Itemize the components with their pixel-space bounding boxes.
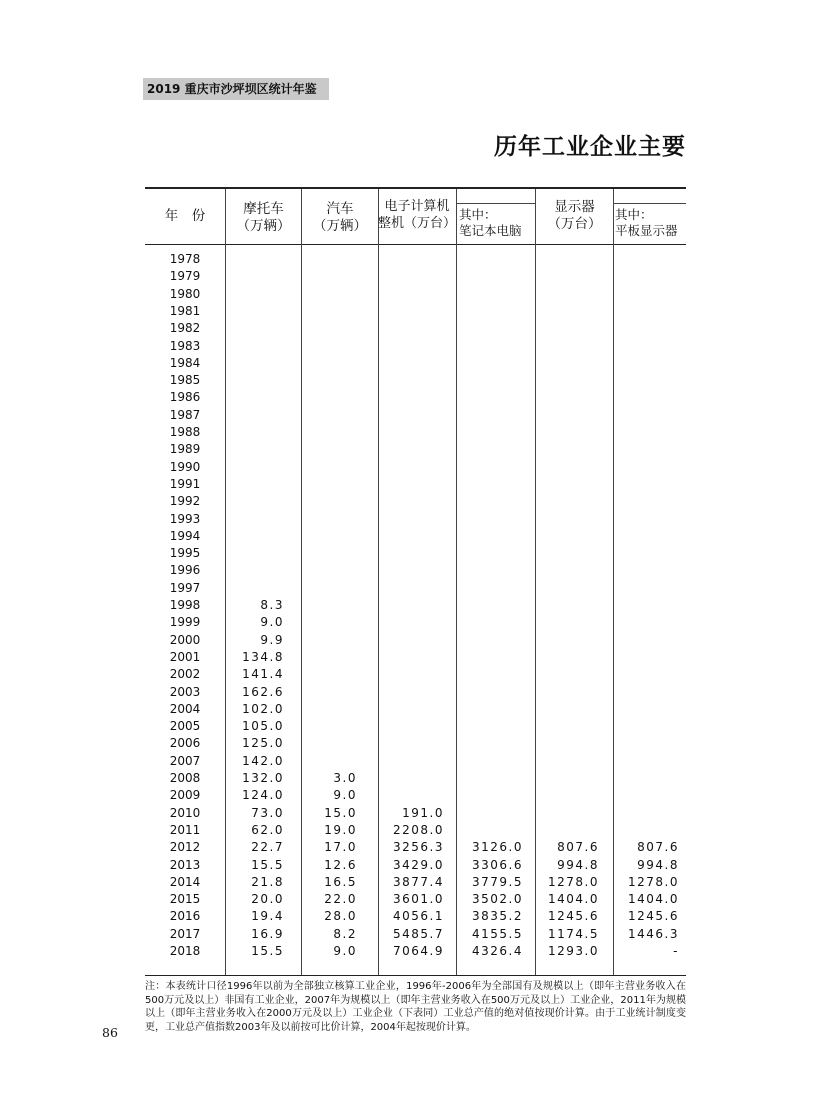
computer-cell: 3256.3	[393, 840, 444, 855]
laptop-cell: 3306.6	[472, 857, 523, 872]
computer-cell: 3601.0	[393, 892, 444, 907]
running-header: 2019 重庆市沙坪坝区统计年鉴	[143, 78, 329, 100]
motorcycle-cell: 102.0	[242, 701, 284, 716]
flat-panel-cell: -	[673, 944, 679, 958]
header-computer-name: 电子计算机	[384, 199, 450, 214]
computer-cell: 3429.0	[393, 857, 444, 872]
year-cell: 1998	[169, 598, 201, 612]
header-computer-unit: 整机（万台）	[378, 216, 457, 231]
motorcycle-cell: 132.0	[242, 771, 284, 785]
motorcycle-cell: 62.0	[251, 822, 284, 837]
motorcycle-cell: 21.8	[251, 874, 284, 889]
year-cell: 2004	[169, 701, 201, 716]
year-cell: 2013	[169, 857, 201, 872]
laptop-cell: 3126.0	[472, 840, 523, 855]
year-cell: 2007	[169, 753, 201, 768]
year-cell: 2009	[169, 788, 201, 803]
computer-cell: 3877.4	[393, 874, 444, 889]
display-cell: 1293.0	[548, 944, 599, 958]
computer-cell: 4056.1	[393, 909, 444, 924]
automobile-cell: 3.0	[333, 771, 357, 785]
header-flat-panel-prefix: 其中：	[615, 207, 653, 222]
automobile-cell: 15.0	[324, 805, 357, 820]
year-cell: 1990	[169, 459, 201, 474]
motorcycle-cell: 20.0	[251, 892, 284, 907]
year-cell: 1988	[169, 425, 201, 439]
year-cell: 1989	[169, 442, 201, 457]
year-cell: 1984	[169, 355, 201, 370]
display-cell: 1174.5	[548, 926, 599, 941]
header-motorcycle-name: 摩托车	[243, 201, 284, 217]
display-cell: 994.8	[557, 857, 599, 872]
flat-panel-cell: 1446.3	[628, 926, 679, 941]
year-cell: 2012	[169, 840, 201, 855]
subcolumn-rule	[456, 203, 535, 204]
year-cell: 2015	[169, 892, 201, 907]
year-cell: 2016	[169, 909, 201, 924]
header-laptop-prefix: 其中：	[459, 207, 497, 222]
year-cell: 1994	[169, 528, 201, 543]
page-title: 历年工业企业主要	[494, 133, 686, 160]
computer-cell: 191.0	[402, 805, 444, 820]
motorcycle-cell: 142.0	[242, 753, 284, 768]
header-display	[536, 199, 613, 233]
column-divider	[535, 189, 536, 975]
header-year: 年 份	[164, 208, 206, 224]
laptop-cell: 4326.4	[472, 944, 523, 958]
header-flat-panel	[615, 207, 678, 239]
flat-panel-cell: 994.8	[637, 857, 679, 872]
year-cell: 1985	[169, 373, 201, 388]
year-cell: 2008	[169, 771, 201, 785]
motorcycle-cell: 141.4	[242, 667, 284, 682]
automobile-cell: 9.0	[333, 944, 357, 958]
footnote: 注：本表统计口径1996年以前为全部独立核算工业企业，1996年-2006年为全部国有及规模以上（即年主营业务收入在500万元及以上）非国有工业企业，2007年为规模以上（即年主营业务收入在500万元及以上）工业企业，2011年为规模以上（即年主营业务收入在2000万元及以上）工业企业（下表同）工业总产值的绝对值按现价计算。由于工业统计制度变更，工业总产值指数2003年及以前按可比价计算，2004年起按现价计算。	[145, 981, 686, 1033]
motorcycle-cell: 73.0	[251, 805, 284, 820]
laptop-cell: 3779.5	[472, 874, 523, 889]
automobile-cell: 9.0	[333, 788, 357, 803]
year-cell: 1997	[169, 580, 201, 595]
laptop-cell: 3835.2	[472, 909, 523, 924]
table-top-rule	[145, 187, 686, 189]
year-cell: 1983	[169, 338, 201, 353]
year-cell: 1980	[169, 286, 201, 301]
header-computer	[378, 198, 456, 232]
page-number: 86	[102, 1025, 118, 1040]
year-cell: 1986	[169, 390, 201, 405]
motorcycle-cell: 22.7	[251, 840, 284, 855]
column-divider	[301, 189, 302, 975]
column-divider	[225, 189, 226, 975]
motorcycle-cell: 124.0	[242, 788, 284, 803]
header-flat-panel-name: 平板显示器	[615, 223, 678, 238]
header-display-unit: （万台）	[547, 216, 602, 232]
year-cell: 2005	[169, 719, 201, 734]
header-display-name: 显示器	[554, 199, 595, 215]
year-cell: 2018	[169, 944, 201, 958]
automobile-cell: 12.6	[324, 857, 357, 872]
year-cell: 1982	[169, 321, 201, 336]
computer-cell: 5485.7	[393, 926, 444, 941]
table-bottom-rule	[145, 975, 686, 976]
automobile-cell: 16.5	[324, 874, 357, 889]
motorcycle-cell: 105.0	[242, 719, 284, 734]
year-cell: 2001	[169, 649, 201, 664]
computer-cell: 2208.0	[393, 822, 444, 837]
year-cell: 2006	[169, 736, 201, 751]
year-cell: 1981	[169, 303, 201, 318]
automobile-cell: 28.0	[324, 909, 357, 924]
year-cell: 1992	[169, 494, 201, 509]
header-automobile-name: 汽车	[326, 201, 354, 217]
flat-panel-cell: 1245.6	[628, 909, 679, 924]
year-cell: 1991	[169, 476, 201, 491]
year-cell: 1993	[169, 511, 201, 526]
year-cell: 1999	[169, 615, 201, 630]
column-divider	[378, 189, 379, 975]
flat-panel-cell: 1404.0	[628, 892, 679, 907]
year-cell: 2017	[169, 926, 201, 941]
year-cell: 2003	[169, 684, 201, 699]
display-cell: 1404.0	[548, 892, 599, 907]
year-cell: 2010	[169, 805, 201, 820]
motorcycle-cell: 15.5	[251, 857, 284, 872]
motorcycle-cell: 15.5	[251, 944, 284, 958]
year-cell: 2000	[169, 632, 201, 647]
flat-panel-cell: 807.6	[637, 840, 679, 855]
motorcycle-cell: 19.4	[251, 909, 284, 924]
year-cell: 1987	[169, 407, 201, 422]
motorcycle-cell: 8.3	[260, 598, 284, 612]
header-motorcycle-unit: （万辆）	[236, 218, 291, 234]
header-motorcycle	[226, 201, 301, 235]
automobile-cell: 17.0	[324, 840, 357, 855]
automobile-cell: 22.0	[324, 892, 357, 907]
motorcycle-cell: 134.8	[242, 649, 284, 664]
year-cell: 2002	[169, 667, 201, 682]
table-header-rule	[145, 244, 686, 245]
laptop-cell: 3502.0	[472, 892, 523, 907]
year-cell: 1996	[169, 563, 201, 578]
column-divider	[456, 189, 457, 975]
motorcycle-cell: 125.0	[242, 736, 284, 751]
header-automobile	[302, 201, 378, 235]
year-cell: 1995	[169, 546, 201, 561]
motorcycle-cell: 162.6	[242, 684, 284, 699]
header-laptop-name: 笔记本电脑	[459, 223, 522, 238]
subcolumn-rule	[613, 203, 686, 204]
column-divider	[613, 189, 614, 975]
motorcycle-cell: 9.0	[260, 615, 284, 630]
header-automobile-unit: （万辆）	[313, 218, 367, 234]
display-cell: 1245.6	[548, 909, 599, 924]
year-cell: 1978	[169, 252, 201, 266]
flat-panel-cell: 1278.0	[628, 874, 679, 889]
display-cell: 1278.0	[548, 874, 599, 889]
computer-cell: 7064.9	[393, 944, 444, 958]
automobile-cell: 19.0	[324, 822, 357, 837]
motorcycle-cell: 16.9	[251, 926, 284, 941]
laptop-cell: 4155.5	[472, 926, 523, 941]
motorcycle-cell: 9.9	[260, 632, 284, 647]
display-cell: 807.6	[557, 840, 599, 855]
automobile-cell: 8.2	[333, 926, 357, 941]
year-cell: 2011	[169, 822, 201, 837]
year-cell: 2014	[169, 874, 201, 889]
year-cell: 1979	[169, 269, 201, 284]
header-laptop	[459, 207, 522, 239]
